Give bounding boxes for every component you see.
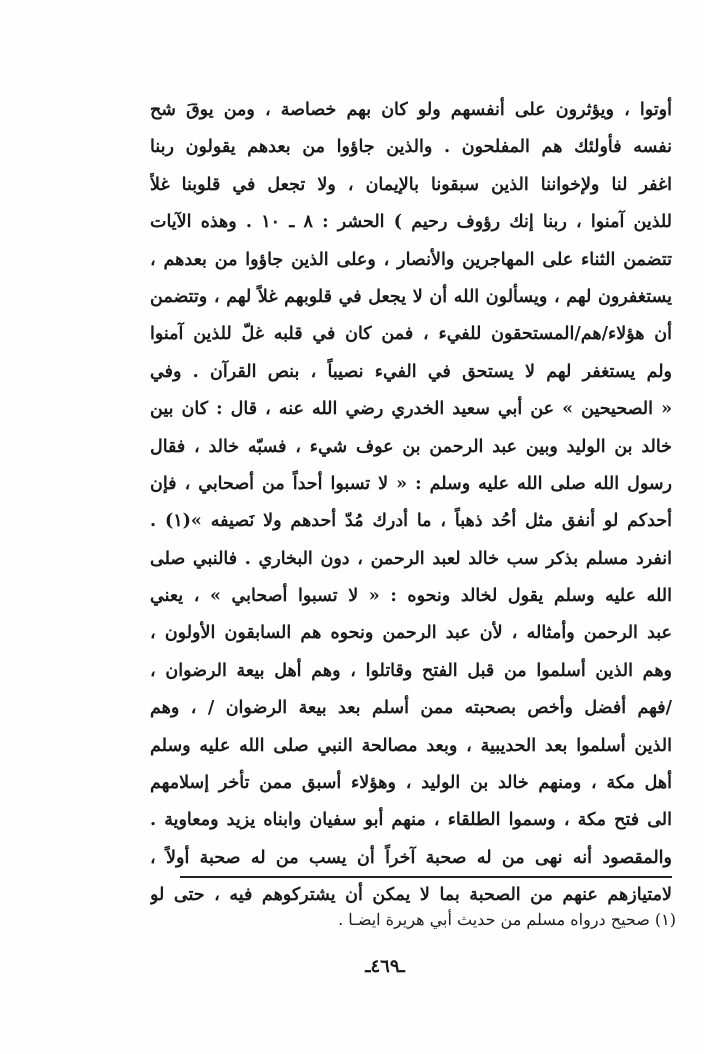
text-line: أوتوا ، ويؤثرون على أنفسهم ولو كان بهم خصاصة ، ومن يوقَ شح: [150, 100, 672, 120]
text-line: والمقصود أنه نهى من له صحبة آخراً أن يسب من له صحبة أولاً ،: [150, 847, 672, 868]
text-line: لامتيازهم عنهم من الصحبة بما لا يمكن أن يشتركوهم فيه ، حتى لو: [150, 885, 672, 906]
text-line: أن هؤلاء/هم/المستحقون للفيء ، فمن كان في قلبه غلّ للذين آمنوا: [150, 324, 672, 345]
text-line: الى فتح مكة ، وسموا الطلقاء ، منهم أبو سفيان وابناه يزيد ومعاوية .: [150, 810, 672, 831]
footnote-separator: [180, 876, 672, 878]
text-line: تتضمن الثناء على المهاجرين والأنصار ، وعلى الذين جاؤوا من بعدهم ،: [150, 249, 672, 270]
text-line: عبد الرحمن وأمثاله ، لأن عبد الرحمن ونحوه هم السابقون الأولون ،: [150, 623, 672, 644]
text-line: أحدكم لو أنفق مثل أحُد ذهباً ، ما أدرك مُدّ أحدهم ولا نَصيفه »(١) .: [150, 511, 672, 532]
text-line: انفرد مسلم بذكر سب خالد لعبد الرحمن ، دون البخاري . فالنبي صلى: [150, 548, 672, 569]
page-number: ـ٤٦٩ـ: [365, 956, 405, 977]
footnote: (١) صحيح درواه مسلم من حديث أبي هريرة ايضـا .: [338, 910, 676, 929]
text-line: ولم يستغفر لهم لا يستحق في الفيء نصيباً ، بنص القرآن . وفي: [150, 361, 672, 382]
text-line: الله عليه وسلم يقول لخالد ونحوه : « لا تسبوا أصحابي » ، يعني: [150, 586, 672, 607]
text-line: « الصحيحين » عن أبي سعيد الخدري رضي الله عنه ، قال : كان بين: [150, 399, 672, 420]
text-line: للذين آمنوا ، ربنا إنك رؤوف رحيم ) الحشر : ٨ ـ ١٠ . وهذه الآيات: [150, 212, 672, 233]
text-line: الذين أسلموا بعد الحديبية ، وبعد مصالحة النبي صلى الله عليه وسلم: [150, 735, 672, 756]
main-text: [150, 92, 672, 915]
text-line: اغفر لنا ولإخواننا الذين سبقونا بالإيمان ، ولا تجعل في قلوبنا غلاً: [150, 174, 672, 195]
text-line: رسول الله صلى الله عليه وسلم : « لا تسبوا أحداً من أصحابي ، فإن: [150, 473, 672, 494]
text-line: /فهم أفضل وأخص بصحبته ممن أسلم بعد بيعة الرضوان / ، وهم: [150, 698, 672, 719]
text-line: نفسه فأولئك هم المفلحون . والذين جاؤوا من بعدهم يقولون ربنا: [150, 137, 672, 158]
text-line: خالد بن الوليد وبين عبد الرحمن بن عوف شيء ، فسبّه خالد ، فقال: [150, 436, 672, 457]
text-line: وهم الذين أسلموا من قبل الفتح وقاتلوا ، وهم أهل بيعة الرضوان ،: [150, 660, 672, 681]
text-line: يستغفرون لهم ، ويسألون الله أن لا يجعل في قلوبهم غلاً لهم ، وتتضمن: [150, 286, 672, 307]
text-line: أهل مكة ، ومنهم خالد بن الوليد ، وهؤلاء أسبق ممن تأخر إسلامهم: [150, 773, 672, 794]
